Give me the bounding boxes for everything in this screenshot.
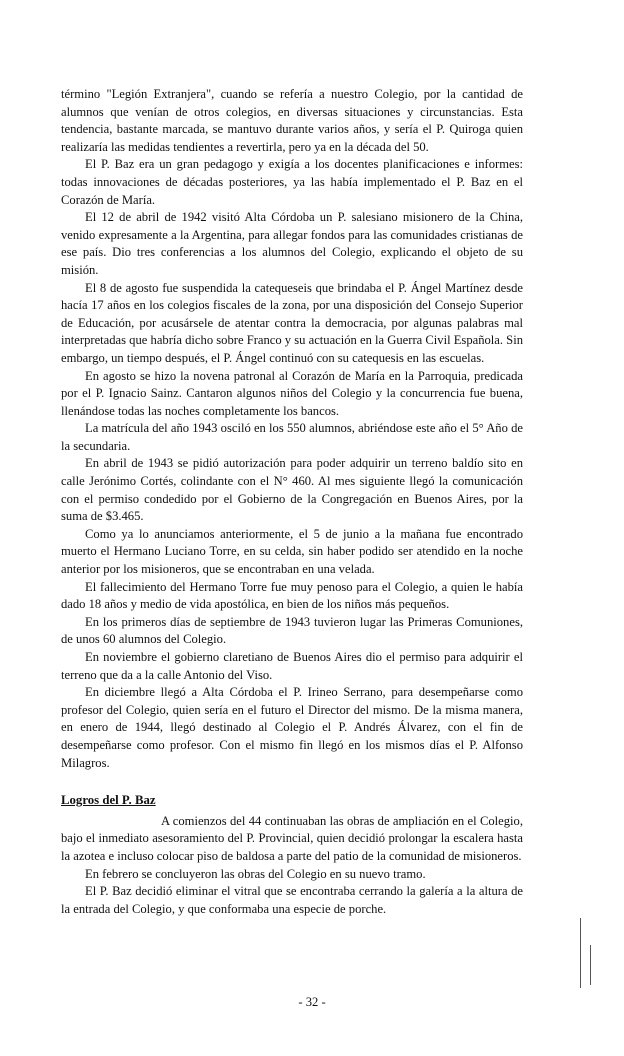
paragraph: El P. Baz decidió eliminar el vitral que se encontraba cerrando la galería a la altura de la entrada del Colegio, y que conformaba una especie de porche. bbox=[61, 884, 523, 916]
scan-edge-mark bbox=[580, 918, 581, 988]
paragraph: El 12 de abril de 1942 visitó Alta Córdoba un P. salesiano misionero de la China, venido expresamente a la Argentina, para allegar fondos para las comunidades cristianas de ese país. Dio tres conferencias a los alumnos del Colegio, explicando el objeto de su misión. bbox=[61, 210, 523, 277]
paragraph: término "Legión Extranjera", cuando se refería a nuestro Colegio, por la cantidad de alumnos que venían de otros colegios, en diversas situaciones y circunstancias. Esta tendencia, bastante marcada, se mantuvo durante varios años, y sería el P. Quiroga quien realizaría las medidas tendientes a revertirla, pero ya en la década del 50. bbox=[61, 87, 523, 154]
paragraph: El 8 de agosto fue suspendida la catequeseis que brindaba el P. Ángel Martínez desde hacía 17 años en los colegios fiscales de la zona, por una disposición del Consejo Superior de Educación, por acusársele de atentar contra la democracia, por algunas palabras mal interpretadas que habría dicho sobre Franco y su actuación en la Guerra Civil Española. Sin embargo, un tiempo después, el P. Ángel continuó con su catequesis en las escuelas. bbox=[61, 280, 523, 365]
scan-edge-mark bbox=[590, 945, 591, 985]
page-body bbox=[61, 86, 523, 918]
paragraph: Como ya lo anunciamos anteriormente, el 5 de junio a la mañana fue encontrado muerto el Hermano Luciano Torre, en su celda, sin haber podido ser atendido en la noche anterior por los misioneros, que se encontraban en una velada. bbox=[61, 526, 523, 577]
page-number: - 32 - bbox=[298, 995, 326, 1009]
paragraph: En noviembre el gobierno claretiano de Buenos Aires dio el permiso para adquirir el terreno que da a la calle Antonio del Viso. bbox=[61, 650, 523, 682]
paragraph: En agosto se hizo la novena patronal al Corazón de María en la Parroquia, predicada por el P. Ignacio Sainz. Cantaron algunos niños del Colegio y la concurrencia fue buena, llenándose todas las noches completamente los bancos. bbox=[61, 368, 523, 418]
paragraph: El fallecimiento del Hermano Torre fue muy penoso para el Colegio, a quien le había dado 18 años y medio de vida apostólica, en bien de los niños más pequeños. bbox=[61, 579, 523, 612]
paragraph: A comienzos del 44 continuaban las obras de ampliación en el Colegio, bajo el inmediato asesoramiento del P. Provincial, quien decidió prolongar la escalera hasta la azotea e incluso colocar piso de baldosa a parte del patio de la comunidad de misioneros. bbox=[61, 813, 523, 863]
paragraph: El P. Baz era un gran pedagogo y exigía a los docentes planificaciones e informes: todas innovaciones de décadas posteriores, ya las había implementado el P. Baz en el Corazón de María. bbox=[61, 157, 523, 207]
paragraph: En febrero se concluyeron las obras del Colegio en su nuevo tramo. bbox=[85, 866, 426, 881]
paragraph: En los primeros días de septiembre de 1943 tuvieron lugar las Primeras Comuniones, de unos 60 alumnos del Colegio. bbox=[61, 614, 523, 647]
paragraph: La matrícula del año 1943 osciló en los 550 alumnos, abriéndose este año el 5° Año de la secundaria. bbox=[61, 421, 523, 453]
paragraph: En abril de 1943 se pidió autorización para poder adquirir un terreno baldío sito en calle Jerónimo Cortés, colindante con el N° 460. Al mes siguiente llegó la comunicación con el permiso condedido por el Gobierno de la Congregación en Buenos Aires, por la suma de $3.465. bbox=[61, 456, 523, 524]
section-heading: Logros del P. Baz bbox=[61, 793, 156, 808]
paragraph: En diciembre llegó a Alta Córdoba el P. Irineo Serrano, para desempeñarse como profesor del Colegio, quien sería en el futuro el Director del mismo. De la misma manera, en enero de 1944, llegó destinado al Colegio el P. Andrés Álvarez, con el fin de desempeñarse como profesor. Con el mismo fin llegó en los mismos días el P. Alfonso Milagros. bbox=[61, 685, 523, 770]
